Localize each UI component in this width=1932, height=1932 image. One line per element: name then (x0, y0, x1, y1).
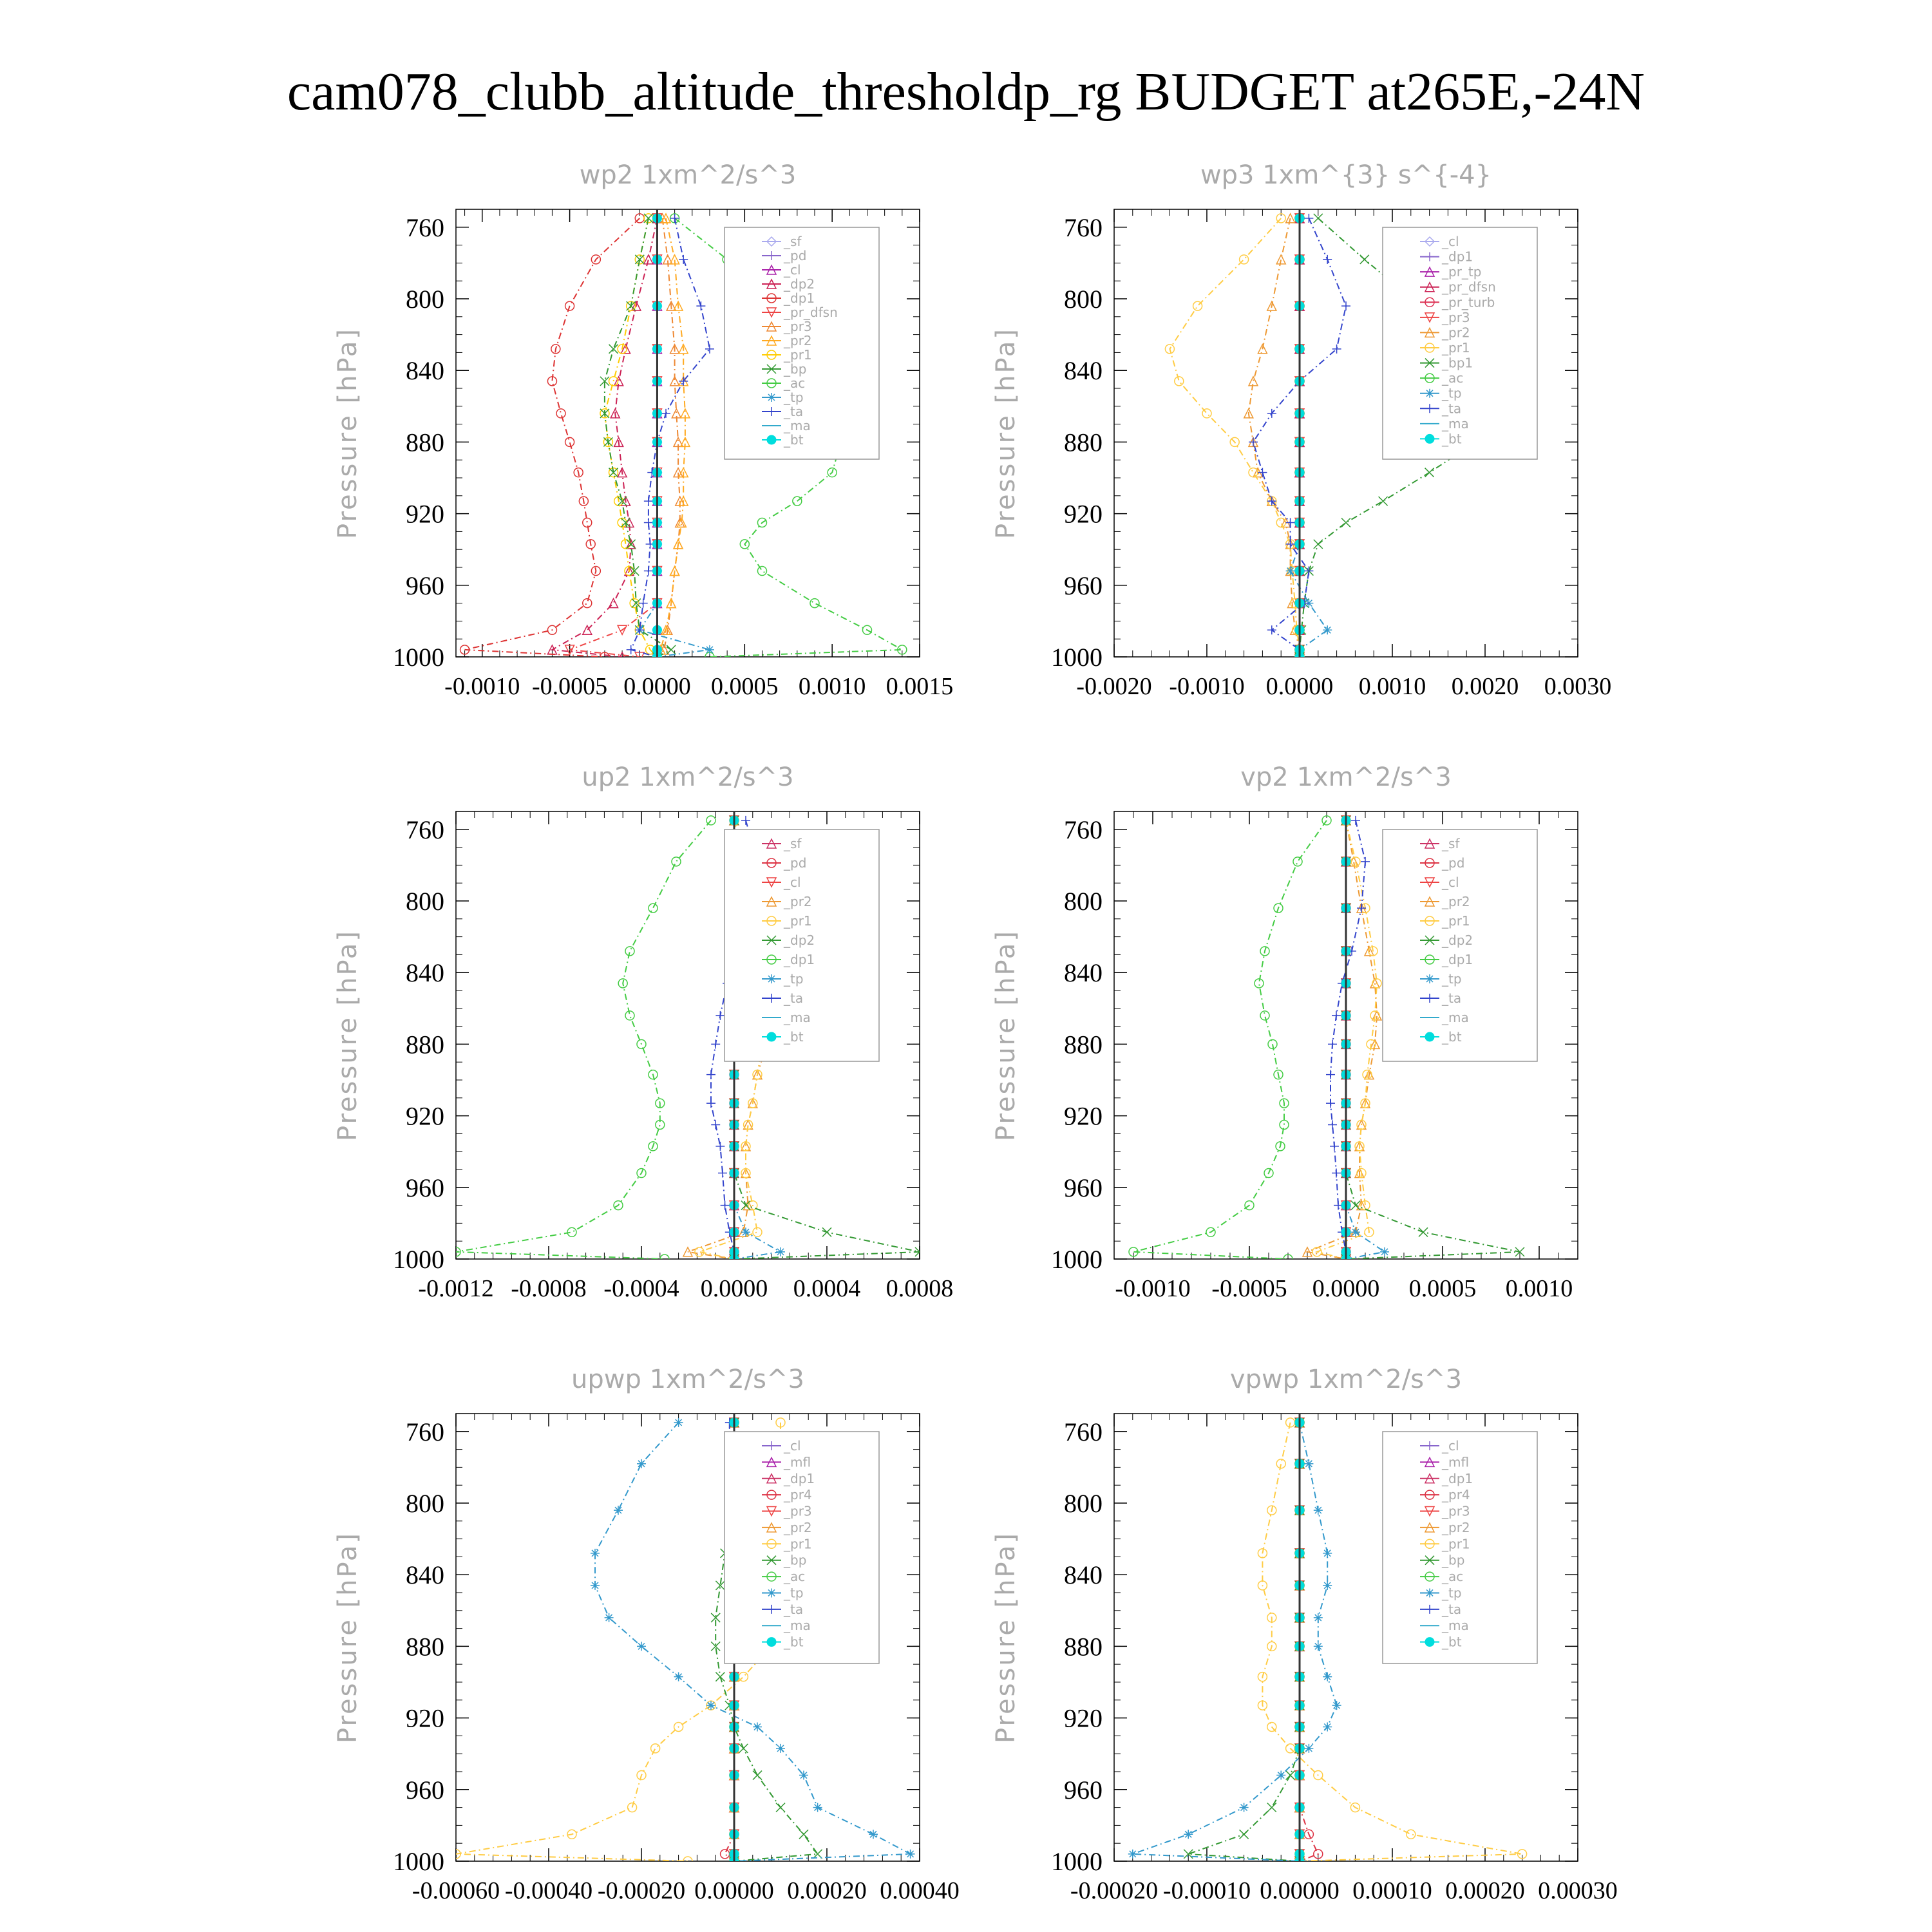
legend-label: _ac (1442, 1569, 1464, 1585)
series-point-tp (813, 1803, 822, 1812)
legend-label: _pr2 (784, 333, 812, 348)
legend-label: _pr3 (784, 319, 812, 334)
y-tick-label: 1000 (393, 1245, 444, 1274)
x-tick-label: -0.00010 (1162, 1877, 1251, 1904)
legend-marker (767, 1588, 776, 1597)
y-tick-label: 1000 (1051, 643, 1103, 672)
x-tick-label: 0.00040 (880, 1877, 960, 1904)
y-tick-label: 840 (1064, 958, 1103, 988)
series-point-tp (1314, 1613, 1323, 1622)
panel-title: vpwp 1xm^2/s^3 (1229, 1365, 1463, 1394)
y-axis-label: Pressure [hPa] (333, 929, 363, 1141)
legend-label: _bp (1442, 1552, 1465, 1568)
legend-marker (767, 1638, 776, 1647)
y-tick-label: 920 (1064, 1703, 1103, 1733)
legend-label: _pr4 (1442, 1487, 1470, 1503)
series-point-tp (614, 1506, 623, 1515)
legend-label: _tp (784, 390, 804, 405)
legend-label: _tp (1442, 1585, 1462, 1601)
legend-label: _ta (784, 404, 804, 419)
y-tick-label: 760 (1064, 213, 1103, 242)
y-tick-label: 800 (406, 887, 444, 916)
legend-label: _pr1 (1442, 1536, 1470, 1552)
series-point-tp (1323, 1723, 1332, 1732)
legend-label: _ma (784, 1618, 811, 1634)
legend (724, 1432, 879, 1663)
legend-label: _pr2 (1442, 1519, 1470, 1535)
series-point-tp (674, 1418, 683, 1427)
series-point-tp (906, 1850, 915, 1859)
y-tick-label: 960 (1064, 1775, 1103, 1804)
legend-label: _pr3 (784, 1503, 812, 1519)
legend-label: _ma (784, 1010, 811, 1025)
series-point-tp (741, 1227, 750, 1236)
legend-label: _pr1 (784, 347, 812, 363)
legend-marker (1425, 1032, 1434, 1041)
series-point-tp (591, 1549, 600, 1558)
series-point-tp (637, 1642, 646, 1651)
series-point-tp (705, 645, 714, 654)
y-tick-label: 920 (406, 1703, 444, 1733)
legend-label: _pr3 (1442, 309, 1470, 325)
y-tick-label: 960 (406, 1173, 444, 1202)
series-point-tp (1276, 1771, 1285, 1780)
legend-label: _ta (1442, 1601, 1462, 1617)
legend-label: _cl (1442, 234, 1459, 249)
y-tick-label: 880 (406, 1632, 444, 1662)
series-point-tp (776, 1247, 785, 1256)
x-tick-label: 0.0020 (1451, 673, 1519, 700)
legend-label: _ma (1442, 1010, 1469, 1025)
legend-label: _bt (1442, 1634, 1462, 1650)
legend-marker (767, 393, 776, 402)
legend-label: _ac (1442, 370, 1464, 386)
legend (724, 829, 879, 1061)
legend-label: _ta (1442, 990, 1462, 1006)
x-tick-label: 0.0008 (886, 1275, 954, 1302)
series-point-tp (1323, 1581, 1332, 1590)
legend-label: _bt (784, 432, 804, 448)
y-tick-label: 800 (1064, 285, 1103, 314)
x-tick-label: -0.00060 (412, 1877, 500, 1904)
panel-title: upwp 1xm^2/s^3 (571, 1365, 804, 1394)
y-tick-label: 920 (1064, 1101, 1103, 1131)
y-tick-label: 880 (406, 1030, 444, 1059)
y-axis-label: Pressure [hPa] (333, 1531, 363, 1743)
legend-label: _ta (784, 990, 804, 1006)
legend-label: _pr_tp (1442, 264, 1482, 280)
y-axis-label: Pressure [hPa] (991, 929, 1021, 1141)
legend-label: _bt (784, 1029, 804, 1045)
panel-title: wp3 1xm^{3} s^{-4} (1200, 160, 1492, 190)
legend-label: _cl (784, 1438, 801, 1454)
y-tick-label: 920 (1064, 499, 1103, 529)
y-tick-label: 880 (1064, 1632, 1103, 1662)
y-tick-label: 880 (406, 428, 444, 457)
y-tick-label: 880 (1064, 428, 1103, 457)
y-axis-label: Pressure [hPa] (991, 1531, 1021, 1743)
y-tick-label: 840 (406, 1560, 444, 1590)
y-tick-label: 1000 (1051, 1245, 1103, 1274)
legend-label: _pr2 (1442, 325, 1470, 341)
series-point-tp (753, 1723, 762, 1732)
legend-label: _sf (784, 234, 802, 249)
y-tick-label: 760 (1064, 815, 1103, 844)
x-tick-label: -0.0012 (418, 1275, 494, 1302)
legend-label: _ta (784, 1601, 804, 1617)
series-point-tp (869, 1830, 878, 1839)
x-tick-label: 0.0000 (623, 673, 691, 700)
legend-label: _ma (1442, 415, 1469, 431)
x-tick-label: 0.0005 (711, 673, 779, 700)
legend-label: _ac (784, 1569, 806, 1585)
panel-title: vp2 1xm^2/s^3 (1240, 762, 1452, 792)
legend-label: _pd (784, 855, 807, 871)
legend-label: _tp (784, 1585, 804, 1601)
x-tick-label: 0.00000 (1260, 1877, 1340, 1904)
y-tick-label: 1000 (393, 1847, 444, 1876)
legend-label: _ma (1442, 1618, 1469, 1634)
legend-label: _pr1 (784, 913, 812, 929)
legend-label: _pr2 (1442, 894, 1470, 909)
series-point-tp (799, 1771, 808, 1780)
legend-label: _cl (1442, 1438, 1459, 1454)
y-tick-label: 1000 (393, 643, 444, 672)
x-tick-label: 0.0030 (1544, 673, 1612, 700)
y-tick-label: 800 (406, 1489, 444, 1518)
legend-label: _pr_dfsn (784, 305, 838, 320)
x-tick-label: 0.0000 (1265, 673, 1334, 700)
y-tick-label: 840 (1064, 1560, 1103, 1590)
legend-label: _cl (784, 262, 801, 278)
legend-marker (1425, 974, 1434, 983)
y-tick-label: 760 (1064, 1417, 1103, 1446)
legend-label: _pr1 (1442, 340, 1470, 355)
y-tick-label: 760 (406, 213, 444, 242)
x-tick-label: 0.0015 (886, 673, 954, 700)
legend-label: _dp1 (1442, 249, 1473, 265)
y-tick-label: 960 (1064, 571, 1103, 600)
y-tick-label: 800 (1064, 887, 1103, 916)
x-tick-label: -0.0004 (603, 1275, 679, 1302)
y-tick-label: 840 (406, 958, 444, 988)
x-tick-label: 0.00020 (1445, 1877, 1525, 1904)
legend-label: _sf (784, 836, 802, 851)
series-point-tp (637, 1459, 646, 1468)
y-tick-label: 760 (406, 1417, 444, 1446)
x-tick-label: 0.0000 (700, 1275, 768, 1302)
x-tick-label: 0.0000 (1312, 1275, 1380, 1302)
legend-label: _dp1 (784, 952, 815, 967)
legend-label: _tp (1442, 971, 1462, 987)
panel-title: wp2 1xm^2/s^3 (579, 160, 797, 190)
legend-label: _pr1 (1442, 913, 1470, 929)
legend-label: _pr1 (784, 1536, 812, 1552)
legend-marker (1425, 1638, 1434, 1647)
series-point-tp (1323, 1549, 1332, 1558)
legend-label: _pr_turb (1442, 294, 1495, 310)
series-point-tp (1323, 625, 1332, 634)
legend-label: _bt (1442, 1029, 1462, 1045)
legend-label: _pr2 (784, 894, 812, 909)
x-tick-label: 0.0005 (1408, 1275, 1477, 1302)
series-point-tp (591, 1581, 600, 1590)
legend-label: _dp1 (784, 290, 815, 306)
legend-marker (767, 435, 776, 444)
y-tick-label: 920 (406, 499, 444, 529)
y-tick-label: 960 (406, 571, 444, 600)
series-point-tp (1128, 1850, 1137, 1859)
x-tick-label: -0.0020 (1076, 673, 1152, 700)
series-point-tp (1314, 1642, 1323, 1651)
legend-label: _mfl (1442, 1454, 1470, 1470)
y-tick-label: 880 (1064, 1030, 1103, 1059)
series-point-tp (1380, 1247, 1389, 1256)
y-tick-label: 960 (1064, 1173, 1103, 1202)
legend (1383, 227, 1537, 459)
x-tick-label: 0.0010 (1505, 1275, 1573, 1302)
y-tick-label: 800 (1064, 1489, 1103, 1518)
legend-marker (767, 1032, 776, 1041)
x-tick-label: -0.0005 (532, 673, 608, 700)
series-point-tp (1351, 1227, 1360, 1236)
x-tick-label: 0.00010 (1352, 1877, 1432, 1904)
legend-marker (1425, 434, 1434, 443)
legend-label: _bp (784, 361, 807, 377)
legend-label: _dp2 (784, 933, 815, 948)
legend-label: _pd (784, 248, 807, 263)
x-tick-label: 0.0004 (793, 1275, 861, 1302)
legend-label: _dp2 (784, 276, 815, 292)
x-tick-label: 0.00020 (787, 1877, 867, 1904)
series-point-tp (1184, 1830, 1193, 1839)
y-tick-label: 840 (1064, 356, 1103, 386)
x-tick-label: -0.00040 (504, 1877, 593, 1904)
legend (1383, 1432, 1537, 1663)
series-point-tp (706, 1701, 715, 1710)
legend-marker (1425, 389, 1434, 398)
legend-marker (1425, 1588, 1434, 1597)
series-point-tp (1314, 1506, 1323, 1515)
legend-label: _cl (1442, 875, 1459, 890)
series-point-tp (1332, 1701, 1341, 1710)
x-tick-label: 0.0010 (798, 673, 866, 700)
legend-label: _pr2 (784, 1519, 812, 1535)
legend-label: _bp (784, 1552, 807, 1568)
x-tick-label: -0.0010 (444, 673, 520, 700)
series-point-tp (776, 1744, 785, 1753)
legend-label: _sf (1442, 836, 1460, 851)
x-tick-label: -0.00020 (597, 1877, 686, 1904)
series-point-tp (605, 1613, 614, 1622)
y-tick-label: 760 (406, 815, 444, 844)
y-tick-label: 960 (406, 1775, 444, 1804)
legend-label: _ma (784, 418, 811, 433)
legend-label: _bt (784, 1634, 804, 1650)
legend (1383, 829, 1537, 1061)
x-tick-label: 0.00030 (1538, 1877, 1618, 1904)
x-tick-label: -0.0005 (1211, 1275, 1287, 1302)
legend (724, 227, 879, 459)
y-tick-label: 1000 (1051, 1847, 1103, 1876)
y-axis-label: Pressure [hPa] (333, 327, 363, 539)
series-point-tp (674, 1672, 683, 1681)
legend-label: _cl (784, 875, 801, 890)
series-point-tp (1323, 1672, 1332, 1681)
y-axis-label: Pressure [hPa] (991, 327, 1021, 539)
series-point-tp (1304, 1459, 1313, 1468)
figure-title: cam078_clubb_altitude_thresholdp_rg BUDGET at265E,-24N (287, 62, 1645, 122)
legend-label: _dp2 (1442, 933, 1473, 948)
legend-label: _bt (1442, 431, 1462, 447)
x-tick-label: -0.00020 (1070, 1877, 1159, 1904)
y-tick-label: 800 (406, 285, 444, 314)
legend-label: _pr3 (1442, 1503, 1470, 1519)
legend-label: _dp1 (1442, 952, 1473, 967)
legend-label: _ta (1442, 401, 1462, 417)
legend-label: _dp1 (1442, 1470, 1473, 1486)
x-tick-label: -0.0010 (1169, 673, 1245, 700)
series-point-tp (1240, 1803, 1249, 1812)
series-point-tp (1286, 567, 1295, 576)
legend-label: _dp1 (784, 1470, 815, 1486)
legend-label: _pd (1442, 855, 1465, 871)
legend-label: _mfl (784, 1454, 811, 1470)
legend-label: _bp1 (1442, 355, 1473, 371)
y-tick-label: 920 (406, 1101, 444, 1131)
x-tick-label: -0.0010 (1115, 1275, 1191, 1302)
legend-marker (767, 974, 776, 983)
panel-title: up2 1xm^2/s^3 (582, 762, 794, 792)
legend-label: _pr_dfsn (1442, 279, 1496, 295)
x-tick-label: -0.0008 (511, 1275, 587, 1302)
legend-label: _tp (1442, 385, 1462, 401)
series-point-tp (1304, 1744, 1313, 1753)
legend-label: _ac (784, 375, 806, 391)
x-tick-label: 0.00000 (694, 1877, 774, 1904)
legend-label: _pr4 (784, 1487, 812, 1503)
y-tick-label: 840 (406, 356, 444, 386)
legend-label: _tp (784, 971, 804, 987)
x-tick-label: 0.0010 (1358, 673, 1426, 700)
